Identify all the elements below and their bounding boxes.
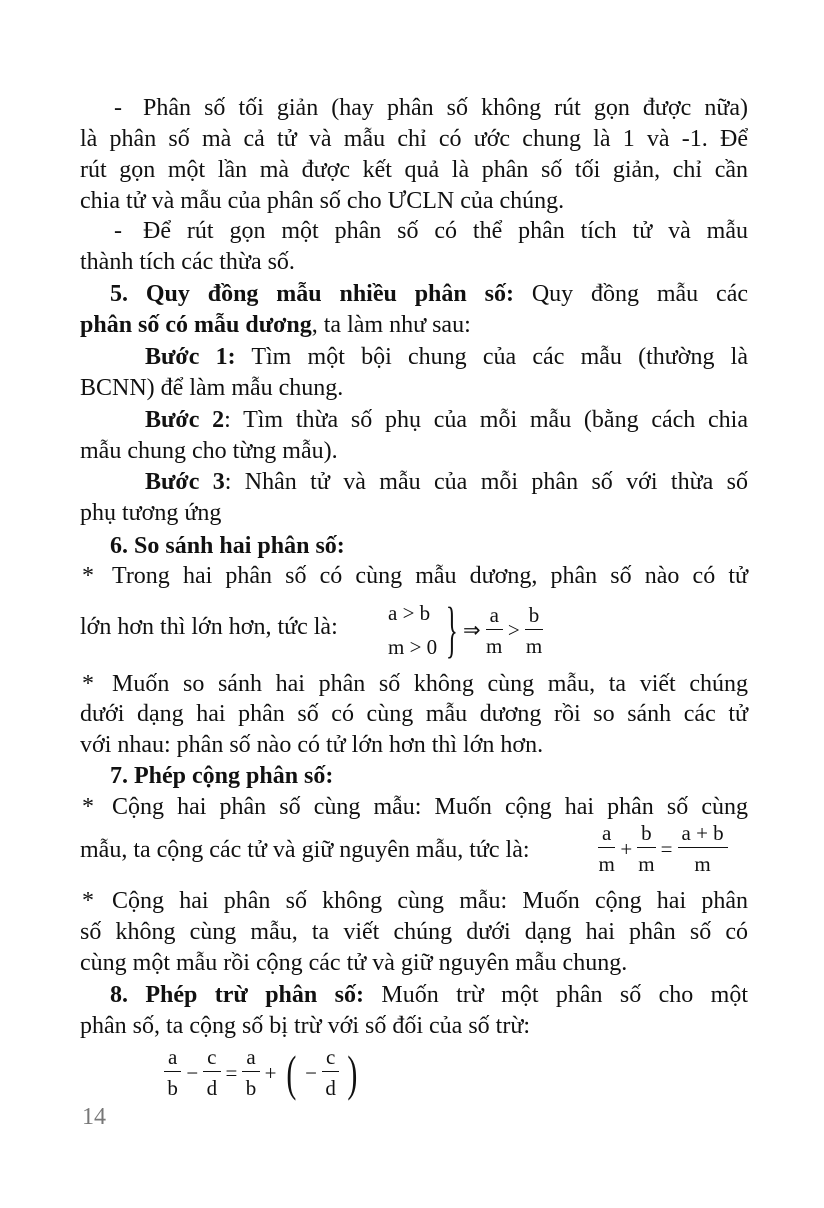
text-line: Để rút gọn một phân số có thể phân tích tử và mẫu — [143, 218, 748, 244]
text-line: dưới dạng hai phân số có cùng mẫu dương rồi so sánh các tử — [80, 701, 748, 727]
section-5-line: 5. Quy đồng mẫu nhiều phân số: Quy đồng mẫu các — [110, 281, 748, 307]
dash-marker: - — [114, 218, 122, 244]
addition-formula: $\frac{a}{m}$ + $\frac{b}{m}$ = $\frac{a + b}{m}$ — [596, 822, 730, 875]
page-number: 14 — [82, 1104, 106, 1130]
section-5-heading: 5. Quy đồng mẫu nhiều phân số: — [110, 281, 514, 307]
text-line: là phân số mà cả tử và mẫu chỉ có ước chung là 1 và -1. Để — [80, 126, 748, 152]
text-line: BCNN) để làm mẫu chung. — [80, 375, 344, 401]
text-line: số không cùng mẫu, ta viết chúng dưới dạng hai phân số có — [80, 919, 748, 945]
text-line: Cộng hai phân số không cùng mẫu: Muốn cộng hai phân — [112, 888, 748, 914]
asterisk-marker: * — [82, 671, 94, 697]
comparison-formula: a > b m > 0 } ⇒ $\frac{a}{m}$ > $\frac{b}{m}$ — [388, 596, 543, 664]
section-8-line: 8. Phép trừ phân số: Muốn trừ một phân số cho một — [110, 982, 749, 1008]
text-line: thành tích các thừa số. — [80, 249, 295, 275]
asterisk-marker: * — [82, 888, 94, 914]
text-line: chia tử và mẫu của phân số cho ƯCLN của chúng. — [80, 188, 565, 214]
text-line: phụ tương ứng — [80, 500, 222, 526]
text-line: Cộng hai phân số cùng mẫu: Muốn cộng hai phân số cùng — [112, 794, 748, 820]
step-1: Bước 1: Tìm một bội chung của các mẫu (thường là — [145, 344, 748, 370]
text-line: mẫu chung cho từng mẫu). — [80, 438, 338, 464]
text-line: mẫu, ta cộng các tử và giữ nguyên mẫu, tức là: — [80, 837, 530, 863]
text-line: Trong hai phân số có cùng mẫu dương, phân số nào có tử — [112, 563, 748, 589]
text-line: phân số, ta cộng số bị trừ với số đối của số trừ: — [80, 1013, 530, 1039]
section-6-heading: 6. So sánh hai phân số: — [110, 533, 345, 559]
step-3: Bước 3: Nhân tử và mẫu của mỗi phân số với thừa số — [145, 469, 748, 495]
section-8-heading: 8. Phép trừ phân số: — [110, 982, 364, 1008]
text-line: Muốn so sánh hai phân số không cùng mẫu, ta viết chúng — [112, 671, 748, 697]
text-line: phân số có mẫu dương, ta làm như sau: — [80, 312, 471, 338]
subtraction-formula: $\frac{a}{b}$ − $\frac{c}{d}$ = $\frac{a}{b}$ + ( − $\frac{c}{d}$ ) — [162, 1046, 364, 1099]
text-line: cùng một mẫu rồi cộng các tử và giữ nguyên mẫu chung. — [80, 950, 628, 976]
asterisk-marker: * — [82, 794, 94, 820]
dash-marker: - — [114, 95, 122, 121]
text-line: lớn hơn thì lớn hơn, tức là: — [80, 614, 338, 640]
text-line: rút gọn một lần mà được kết quả là phân số tối giản, chỉ cần — [80, 157, 748, 183]
step-2: Bước 2: Tìm thừa số phụ của mỗi mẫu (bằng cách chia — [145, 407, 749, 433]
section-7-heading: 7. Phép cộng phân số: — [110, 763, 334, 789]
text-line: Phân số tối giản (hay phân số không rút gọn được nữa) — [143, 95, 748, 121]
asterisk-marker: * — [82, 563, 94, 589]
text-line: với nhau: phân số nào có tử lớn hơn thì lớn hơn. — [80, 732, 544, 758]
